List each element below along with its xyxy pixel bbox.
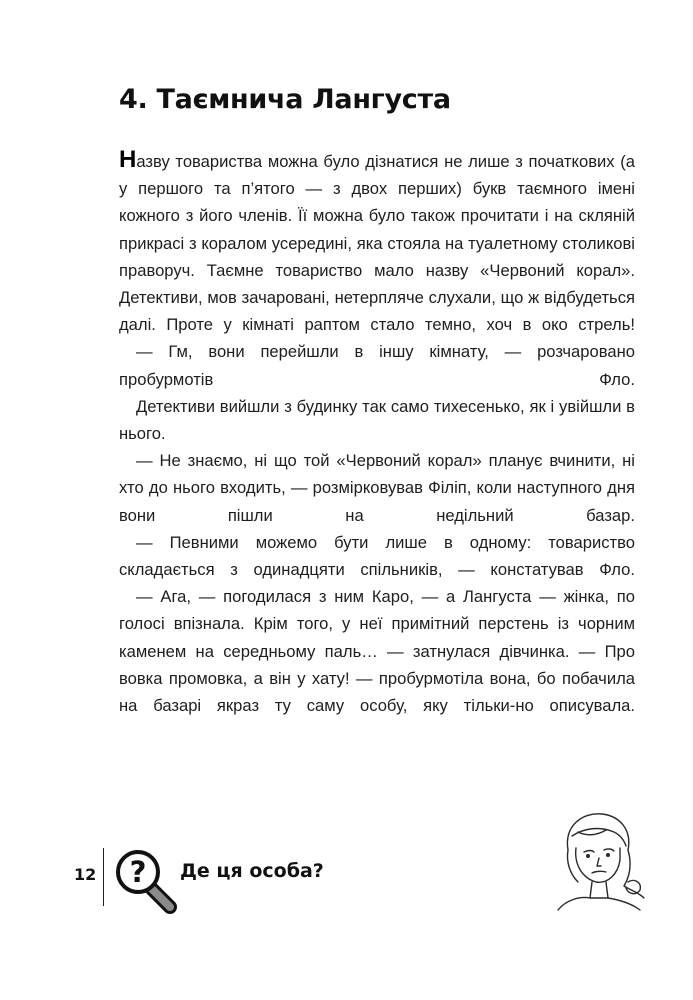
- paragraph-5: — Певними можемо бути лише в одному: товариство складається з одинадцяти спільників, — констатував Фло.: [119, 532, 635, 580]
- paragraph-1-text: азву товариства можна було дізнатися не лише з початкових (а у першого та п’ятого — з двох перших) букв таємного імені кожного з його членів. Її можна було також прочитати і на скляній прикрасі з коралом усередині, яка стояла на туалетному столикові праворуч. Таємне товариство мало назву «Червоний корал». Детективи, мов зачаровані, нетерпляче слухали, що ж відбудеться далі. Проте у кімнаті раптом стало темно, хоч в око стрель!: [119, 152, 635, 335]
- chapter-title: 4. Таємнича Лангуста: [119, 84, 451, 115]
- paragraph-2: — Гм, вони перейшли в іншу кімнату, — розчаровано пробурмотів Фло.: [119, 342, 635, 389]
- question-mark: ?: [129, 855, 147, 889]
- chapter-body: [119, 148, 635, 719]
- page-footer: [0, 840, 693, 940]
- page-number: 12: [74, 865, 97, 884]
- paragraph-4: — Не знаємо, ні що той «Червоний корал» планує вчинити, ні хто до нього входить, — розмірковував Філіп, коли наступного дня вони пішли на недільний базар.: [119, 451, 635, 525]
- footer-question: Де ця особа?: [180, 860, 324, 882]
- paragraph-3: Детективи вийшли з будинку так само тихесенько, як і увійшли в нього.: [119, 396, 635, 444]
- magnifier-question-icon: [114, 848, 178, 914]
- footer-divider: [103, 848, 104, 906]
- paragraph-1: [119, 148, 635, 338]
- magnifier-handle: [149, 886, 170, 907]
- girl-portrait-icon: [548, 806, 648, 912]
- paragraph-6: — Ага, — погодилася з ним Каро, — а Лангуста — жінка, по голосі впізнала. Крім того, у неї примітний перстень із чорним каменем на середньому паль… — затнулася дівчинка. — Про вовка промовка, а він у хату! — пробурмотіла вона, бо побачила на базарі якраз ту саму особу, яку тільки-но описувала.: [119, 587, 635, 716]
- drop-cap: Н: [119, 146, 137, 173]
